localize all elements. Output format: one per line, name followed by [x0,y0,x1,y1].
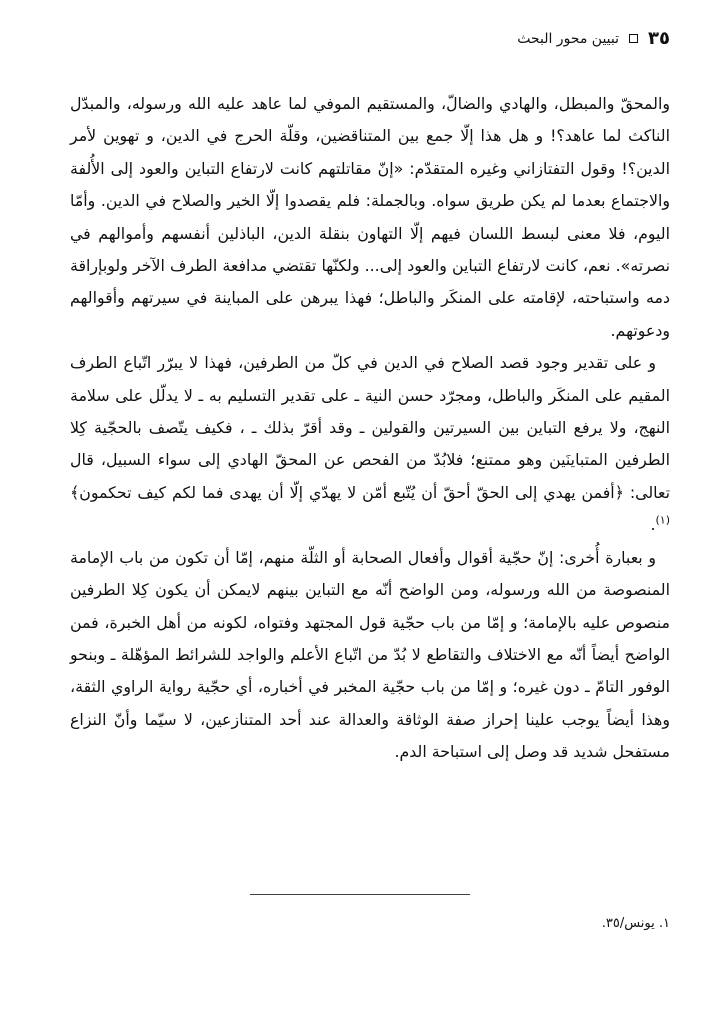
footnote [602,916,670,931]
paragraph [70,542,670,769]
page-number: ٣٥ [648,28,670,49]
paragraph-text: و بعبارة أُخرى: إنّ حجّية أقوال وأفعال الصحابة أو الثلّة منهم، إمّا أن تكون من باب الإمامة المنصوصة من الله ورسوله، ومن الواضح أنّه مع التباين بينهم لايمكن أن يكون كِلا الطرفين منصوص عليه بالإمامة؛ و إمّا من باب حجّية قول المجتهد وفتواه، لكونه من أهل الخبرة، فمن الواضح أيضاً أنّه مع الاختلاف والتقاطع لا بُدّ من اتّباع الأعلم والواجد للشرائط المؤهّلة ـ وبنحو الوفور التامّ ـ دون غيره؛ و إمّا من باب حجّية المخبر في أخباره، أي حجّية رواية الراوي الثقة، وهذا أيضاً يوجب علينا إحراز صفة الوثاقة والعدالة عند أحد المتنازعين، لا سيّما وأنّ النزاع مستفحل شديد قد وصل إلى استباحة الدم. [70,547,670,762]
running-header [517,28,670,49]
paragraph: و على تقدير وجود قصد الصلاح في الدين في كلّ من الطرفين، فهذا لا يبرّر اتّباع الطرف المقيم على المنكَر والباطل، ومجرّد حسن النية ـ على تقدير التسليم به ـ لا يدلّل على سلامة النهج، ولا يرفع التباين بين السيرتين والقولين ـ وقد أقرّ بذلك ـ ، فكيف يتّصف بالحجّية كِلا الطرفين المتباينَين وهو ممتنع؛ فلابُدّ من الفحص عن المحقّ الهادي إلى سواء السبيل، قال تعالى: ﴿أفمن يهدي إلى الحقّ أحقّ أن يُتّبع أمّن لا يهدّي إلّا أن يهدى فما لكم كيف تحكمون﴾ $^{(١)}$. [70,353,670,535]
footnote-text: ١. يونس/٣٥. [601,916,670,931]
paragraph-text: و على تقدير وجود قصد الصلاح في الدين في كلّ من الطرفين، فهذا لا يبرّر اتّباع الطرف المقيم على المنكَر والباطل، ومجرّد حسن النية ـ على تقدير التسليم به ـ لا يدلّل على سلامة النهج، ولا يرفع التباين بين السيرتين والقولين ـ وقد أقرّ بذلك ـ ، فكيف يتّصف بالحجّية كِلا الطرفين المتباينَين وهو ممتنع؛ فلابُدّ من الفحص عن المحقّ الهادي إلى سواء السبيل، قال تعالى: ﴿أفمن يهدي إلى الحقّ أحقّ أن يُتّبع أمّن لا يهدّي إلّا أن يهدى فما لكم كيف تحكمون﴾ [70,353,670,502]
paragraph [70,88,670,347]
footnote-reference: (١) [655,514,670,528]
paragraph-text: والمحقّ والمبطل، والهادي والضالّ، والمستقيم الموفي لما عاهد عليه الله ورسوله، والمبدّل الناكث لما عاهد؟! و هل هذا إلّا جمع بين المتناقضين، وقلّة الحرج في الدين، و تهوين لأمر الدين؟! وقول التفتازاني وغيره المتقدّم: «إنّ مقاتلتهم كانت لارتفاع التباين والعود إلى الأُلفة والاجتماع بعدما لم يكن طريق سواه. وبالجملة: فلم يقصدوا إلّا الخير والصلاح في الدين. وأمّا اليوم، فلا معنى لبسط اللسان فيهم إلّا التهاون بنقلة الدين، الباذلين أنفسهم وأموالهم في نصرته». نعم، كانت لارتفاع التباين والعود إلى... ولكنّها تقتضي مدافعة الطرف الآخر ولوبإراقة دمه واستباحته، لإقامته على المنكَر والباطل؛ فهذا يبرهن على المباينة في سيرتهم وأقوالهم ودعوتهم. [70,94,670,340]
main-text [70,88,670,769]
header-separator-square [629,34,638,43]
footnote-divider [250,894,470,895]
running-header-title: تبيين محور البحث [517,30,620,47]
book-page [70,18,670,1008]
